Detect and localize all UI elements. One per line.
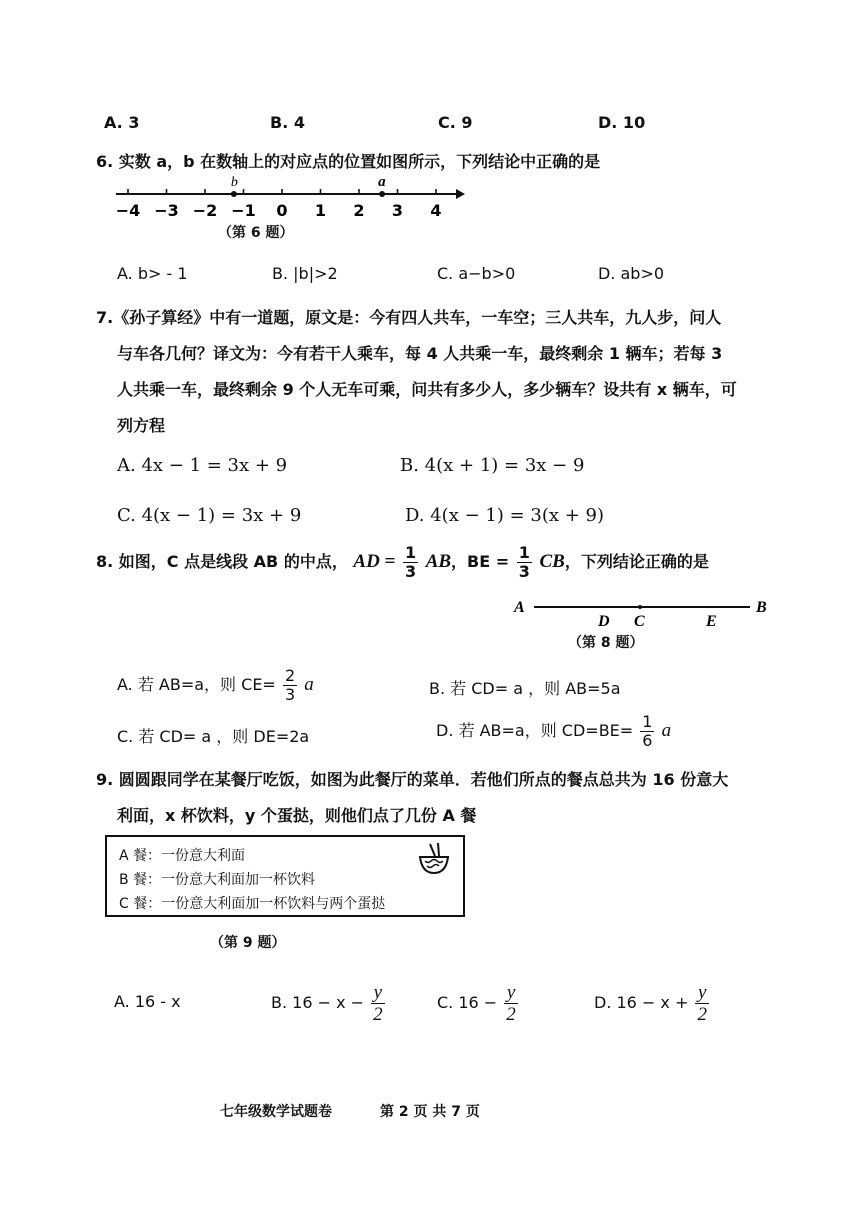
q7-option-b: B. 4(x + 1) = 3x − 9 (400, 455, 585, 476)
q7-option-d: D. 4(x − 1) = 3(x + 9) (405, 505, 605, 526)
number-line-tick-label: 3 (391, 201, 404, 220)
q6-stem: 6. 实数 a，b 在数轴上的对应点的位置如图所示，下列结论中正确的是 (96, 152, 601, 171)
q9-caption: （第 9 题） (210, 935, 286, 951)
q8-option-a-fraction: $\frac{2}{3}$ (284, 666, 296, 704)
q5-option-d: D. 10 (598, 113, 646, 132)
footer-title: 七年级数学试题卷 (220, 1104, 332, 1120)
point-b-label: b (230, 175, 238, 190)
q8-option-d-fraction: $\frac{1}{6}$ (642, 712, 653, 750)
q8-be: ，BE = (451, 552, 510, 571)
q7-line-1: 7.《孙子算经》中有一道题，原文是：今有四人共车，一车空；三人共车，九人步，问人 (96, 308, 722, 327)
q8-option-d-post: a (661, 720, 672, 741)
q8-cb: CB (539, 551, 565, 572)
label-d: D (598, 613, 610, 630)
q8-option-d (436, 714, 671, 749)
footer-page-number: 第 2 页 共 7 页 (380, 1104, 480, 1120)
number-line-tick-label: 1 (314, 201, 327, 220)
q8-option-d-pre: D. 若 AB=a，则 CD=BE= (436, 721, 634, 740)
q9-line-1: 9. 圆圆跟同学在某餐厅吃饭，如图为此餐厅的菜单．若他们所点的餐点总共为 16 份意大 (96, 770, 729, 789)
q8-option-a (117, 668, 314, 703)
q6-option-d: D. ab>0 (598, 264, 665, 283)
point-a-label: a (378, 174, 386, 190)
q9-option-c (437, 983, 520, 1024)
q8-stem-pre: 8. 如图，C 点是线段 AB 的中点， (96, 552, 348, 571)
menu-item-b: B 餐：一份意大利面加一杯饮料 (119, 872, 316, 888)
q8-ad: AD = (353, 551, 396, 572)
q8-fraction-one-third: $\frac{1}{3}$ (404, 543, 417, 581)
q7-line-4: 列方程 (117, 416, 166, 435)
q6-option-a: A. b> - 1 (117, 264, 188, 283)
q7-option-a: A. 4x − 1 = 3x + 9 (117, 455, 288, 476)
number-line-tick-label: −4 (115, 201, 141, 220)
q8-caption: （第 8 题） (568, 635, 644, 651)
q9-option-a: A. 16 - x (114, 992, 181, 1011)
point-a-dot (379, 191, 385, 197)
number-line-tick-label: 0 (276, 201, 288, 220)
q9-option-b-fraction: $\frac{y}{2}$ (373, 982, 383, 1025)
q6-option-c: C. a−b>0 (437, 264, 516, 283)
q7-line-3: 人共乘一车，最终剩余 9 个人无车可乘，问共有多少人，多少辆车？设共有 x 辆车，可 (117, 380, 737, 399)
noodle-bowl-icon (417, 842, 451, 876)
label-b: B (756, 599, 767, 616)
q6-number-line (110, 172, 470, 224)
q8-option-c: C. 若 CD= a ，则 DE=2a (117, 727, 310, 746)
point-b-dot (231, 191, 237, 197)
number-line-arrow (456, 189, 465, 199)
q8-stem-post: ，下列结论正确的是 (564, 552, 709, 571)
menu-box (105, 835, 465, 917)
q8-stem (96, 545, 709, 580)
q9-option-d (594, 983, 711, 1024)
number-line-tick-label: −2 (192, 201, 218, 220)
q9-option-c-pre: C. 16 − (437, 993, 498, 1012)
q5-option-a: A. 3 (104, 113, 140, 132)
number-line-tick-label: −3 (154, 201, 179, 220)
q9-option-d-pre: D. 16 − x + (594, 993, 689, 1012)
q9-option-c-fraction: $\frac{y}{2}$ (506, 982, 516, 1025)
number-line-tick-label: −1 (231, 201, 256, 220)
q9-option-d-fraction: $\frac{y}{2}$ (697, 982, 707, 1025)
q8-segment-diagram (510, 595, 775, 635)
menu-item-a: A 餐：一份意大利面 (119, 848, 246, 864)
q8-option-a-pre: A. 若 AB=a，则 CE= (117, 675, 276, 694)
number-line-tick-label: 2 (353, 201, 365, 220)
menu-item-c: C 餐：一份意大利面加一杯饮料与两个蛋挞 (119, 896, 386, 912)
q6-option-b: B. |b|>2 (272, 264, 338, 283)
q7-option-c: C. 4(x − 1) = 3x + 9 (117, 505, 302, 526)
point-c-dot (638, 605, 642, 609)
q9-option-b (271, 983, 387, 1024)
q8-ab: AB (425, 551, 452, 572)
q6-caption: （第 6 题） (218, 225, 294, 241)
q5-option-b: B. 4 (270, 113, 305, 132)
label-a: A (514, 599, 525, 616)
q8-option-a-post: a (304, 674, 314, 695)
q7-line-2: 与车各几何？译文为：今有若干人乘车，每 4 人共乘一车，最终剩余 1 辆车；若每 3 (117, 344, 723, 363)
q5-option-c: C. 9 (438, 113, 473, 132)
q9-line-2: 利面，x 杯饮料，y 个蛋挞，则他们点了几份 A 餐 (117, 806, 477, 825)
q8-option-b: B. 若 CD= a ，则 AB=5a (429, 679, 621, 698)
number-line-tick-label: 4 (430, 201, 442, 220)
label-c: C (634, 613, 645, 630)
q9-option-b-pre: B. 16 − x − (271, 993, 365, 1012)
q8-fraction-one-third-2: $\frac{1}{3}$ (518, 543, 530, 581)
label-e: E (706, 613, 717, 630)
